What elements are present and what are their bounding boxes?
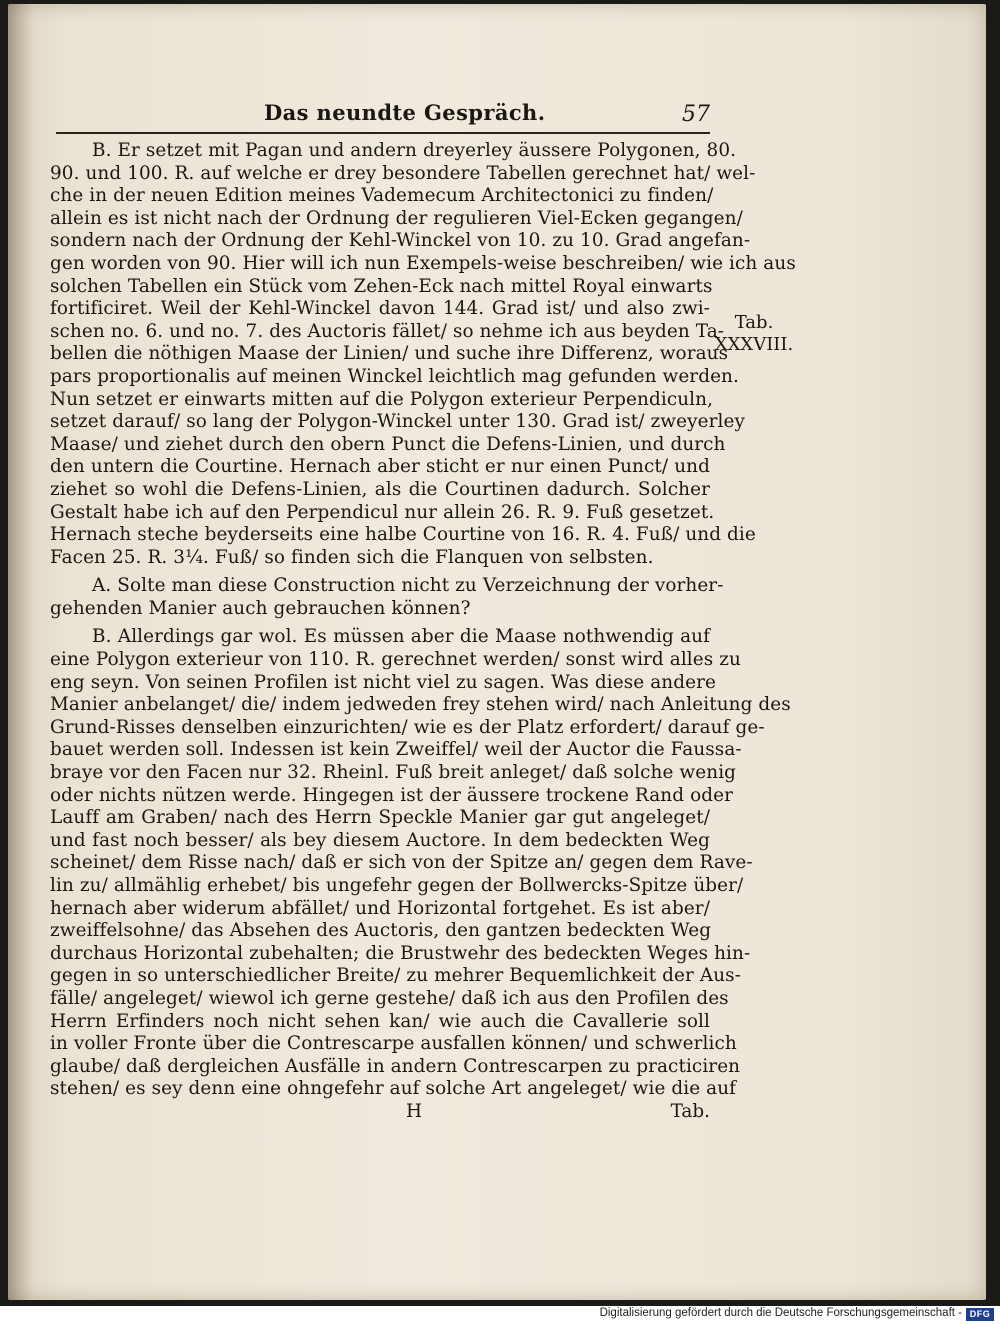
text-line: 90. und 100. R. auf welche er drey besondere Tabellen gerechnet hat/ wel- (50, 162, 756, 184)
text-line: ziehet so wohl die Defens-Linien, als die Courtinen dadurch. Solcher (50, 478, 710, 500)
catchword: Tab. (670, 1100, 710, 1122)
text-line: fortificiret. Weil der Kehl-Winckel davon 144. Grad ist/ und also zwi- (50, 298, 710, 320)
text-line: Facen 25. R. 3¼. Fuß/ so finden sich die Flanquen von selbsten. (50, 546, 654, 568)
margin-note (708, 312, 800, 356)
text-line: Herrn Erfinders noch nicht sehen kan/ wie auch die Cavallerie soll (50, 1010, 710, 1032)
text-line: oder nichts nützen werde. Hingegen ist der äussere trockene Rand oder (50, 784, 733, 806)
text-line: Grund-Risses denselben einzurichten/ wie es der Platz erfordert/ darauf ge- (50, 716, 765, 738)
margin-note-number: XXXVIII. (714, 334, 794, 355)
text-line: pars proportionalis auf meinen Winckel leichtlich mag gefunden werden. (50, 365, 739, 387)
text-line: Lauff am Graben/ nach des Herrn Speckle Manier gar gut angeleget/ (50, 807, 710, 829)
text-line: stehen/ es sey denn eine ohngefehr auf solche Art angeleget/ wie die auf (50, 1078, 737, 1100)
text-line: bellen die nöthigen Maase der Linien/ und suche ihre Differenz, woraus (50, 343, 729, 365)
text-line: solchen Tabellen ein Stück vom Zehen-Eck nach mittel Royal einwarts (50, 275, 713, 297)
text-line: durchaus Horizontal zubehalten; die Brustwehr des bedeckten Weges hin- (50, 942, 751, 964)
text-line: Maase/ und ziehet durch den obern Punct die Defens-Linien, und durch (50, 433, 726, 455)
funding-credit: Digitalisierung gefördert durch die Deutsche Forschungsgemeinschaft - (599, 1307, 962, 1319)
text-line: glaube/ daß dergleichen Ausfälle in andern Contrescarpen zu practiciren (50, 1055, 741, 1077)
running-head (56, 96, 710, 134)
text-line: eine Polygon exterieur von 110. R. gerechnet werden/ sonst wird alles zu (50, 649, 741, 671)
text-line: schen no. 6. und no. 7. des Auctoris fället/ so nehme ich aus beyden Ta- (50, 320, 725, 342)
text-line: braye vor den Facen nur 32. Rheinl. Fuß breit anleget/ daß solche wenig (50, 762, 737, 784)
text-line: Manier anbelanget/ die/ indem jedweden frey stehen wird/ nach Anleitung des (50, 694, 791, 716)
text-line: scheinet/ dem Risse nach/ daß er sich von der Spitze an/ gegen dem Rave- (50, 852, 753, 874)
text-line: allein es ist nicht nach der Ordnung der regulieren Viel-Ecken gegangen/ (50, 207, 743, 229)
text-line: in voller Fronte über die Contrescarpe ausfallen können/ und schwerlich (50, 1033, 737, 1055)
text-line: Gestalt habe ich auf den Perpendicul nur allein 26. R. 9. Fuß gesetzet. (50, 501, 715, 523)
text-line: B. Er setzet mit Pagan und andern dreyerley äussere Polygonen, 80. (92, 140, 737, 161)
text-line: fälle/ angeleget/ wiewol ich gerne gestehe/ daß ich aus den Profilen des (50, 987, 729, 1009)
text-line: Nun setzet er einwarts mitten auf die Polygon exterieur Perpendiculn, (50, 388, 714, 410)
text-line: sondern nach der Ordnung der Kehl-Winckel von 10. zu 10. Grad angefan- (50, 230, 751, 252)
text-line: setzet darauf/ so lang der Polygon-Winckel unter 130. Grad ist/ zweyerley (50, 411, 745, 433)
running-title: Das neundte Gespräch. (264, 100, 546, 125)
text-line: zweiffelsohne/ das Absehen des Auctoris, den gantzen bedeckten Weg (50, 920, 712, 942)
text-line: eng seyn. Von seinen Profilen ist nicht viel zu sagen. Was diese andere (50, 671, 716, 693)
text-line: gegen in so unterschiedlicher Breite/ zu mehrer Bequemlichkeit der Aus- (50, 965, 742, 987)
margin-note-label: Tab. (734, 312, 774, 333)
text-line: A. Solte man diese Construction nicht zu Verzeichnung der vorher- (92, 575, 724, 597)
text-line: bauet werden soll. Indessen ist kein Zweiffel/ weil der Auctor die Faussa- (50, 739, 742, 761)
text-line: B. Allerdings gar wol. Es müssen aber die Maase nothwendig auf (92, 626, 710, 648)
text-line: und fast noch besser/ als bey diesem Auctore. In dem bedeckten Weg (50, 829, 710, 851)
text-line: che in der neuen Edition meines Vademecum Architectonici zu finden/ (50, 185, 714, 207)
text-line: den untern die Courtine. Hernach aber sticht er nur einen Punct/ und (50, 456, 710, 478)
page-number: 57 (682, 102, 710, 127)
text-line: gehenden Manier auch gebrauchen können? (50, 597, 471, 619)
dfg-logo: DFG (966, 1308, 994, 1321)
spine-shadow (8, 4, 34, 1300)
text-line: Hernach steche beyderseits eine halbe Courtine von 16. R. 4. Fuß/ und die (50, 524, 756, 546)
text-line: gen worden von 90. Hier will ich nun Exempels-weise beschreiben/ wie ich aus (50, 252, 796, 274)
footer-bar (0, 1306, 1000, 1324)
text-line: hernach aber widerum abfället/ und Horizontal fortgehet. Es ist aber/ (50, 897, 710, 919)
text-line: lin zu/ allmählig erhebet/ bis ungefehr gegen der Bollwercks-Spitze über/ (50, 875, 744, 896)
catchline (50, 1101, 710, 1125)
signature-mark: H (406, 1100, 423, 1122)
